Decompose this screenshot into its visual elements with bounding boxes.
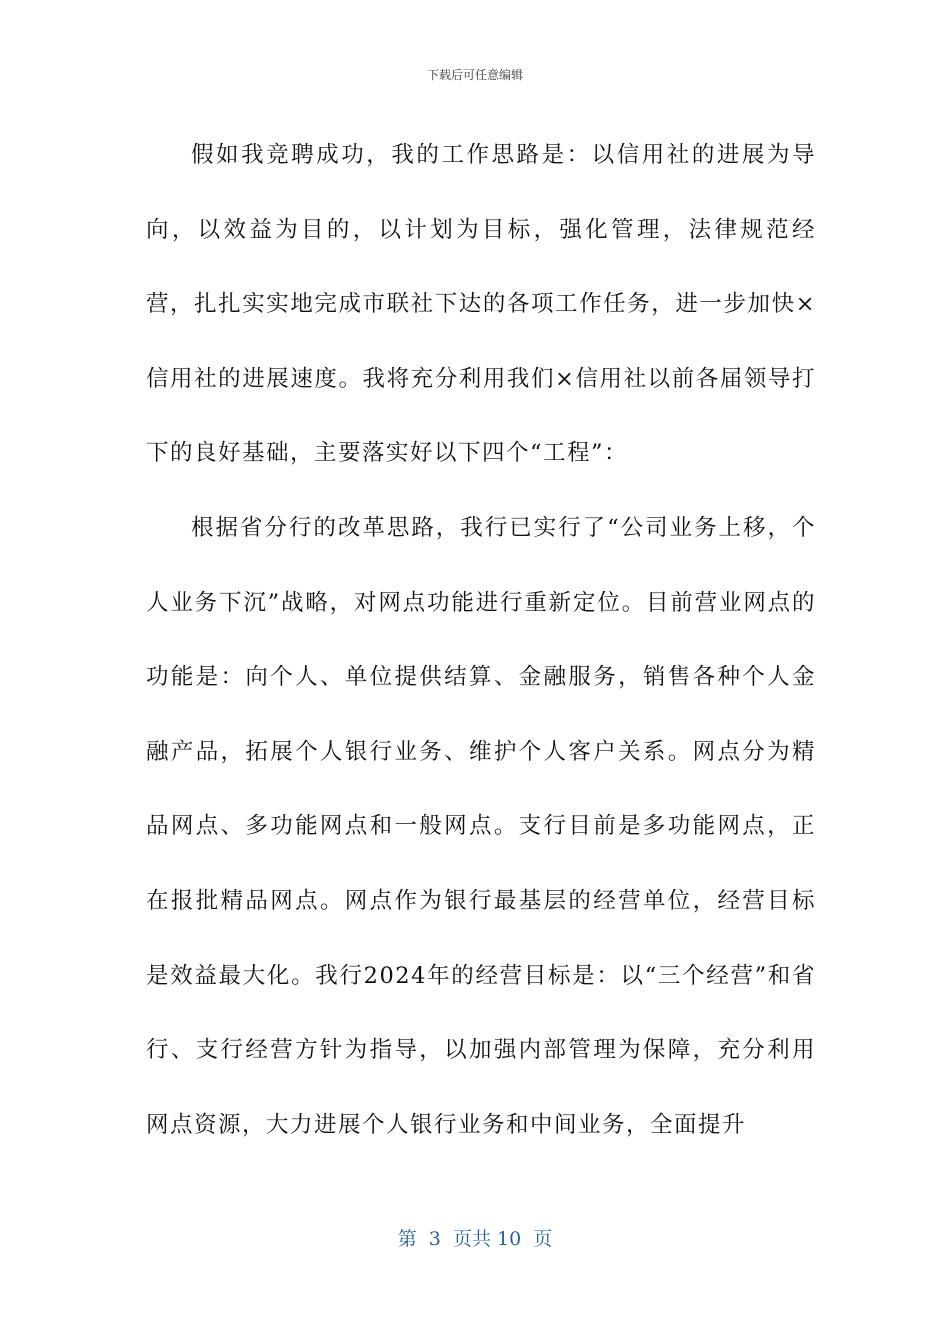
header-note: 下载后可任意编辑 bbox=[426, 68, 523, 82]
document-body bbox=[146, 118, 816, 1162]
paragraph-2: 根据省分行的改革思路，我行已实行了“公司业务上移，个人业务下沉”战略，对网点功能进行重新定位。目前营业网点的功能是：向个人、单位提供结算、金融服务，销售各种个人金融产品，拓展个人银行业务、维护个人客户关系。网点分为精品网点、多功能网点和一般网点。支行目前是多功能网点，正在报批精品网点。网点作为银行最基层的经营单位，经营目标是效益最大化。我行2024年的经营目标是：以“三个经营”和省行、支行经营方针为指导，以加强内部管理为保障，充分利用网点资源，大力进展个人银行业务和中间业务，全面提升 bbox=[146, 514, 816, 1138]
page-number: 第 3 页共 10 页 bbox=[397, 1228, 553, 1250]
paragraph-1: 假如我竞聘成功，我的工作思路是：以信用社的进展为导向，以效益为目的，以计划为目标，强化管理，法律规范经营，扎扎实实地完成市联社下达的各项工作任务，进一步加快×信用社的进展速度。我将充分利用我们×信用社以前各届领导打下的良好基础，主要落实好以下四个“工程”： bbox=[146, 142, 816, 467]
